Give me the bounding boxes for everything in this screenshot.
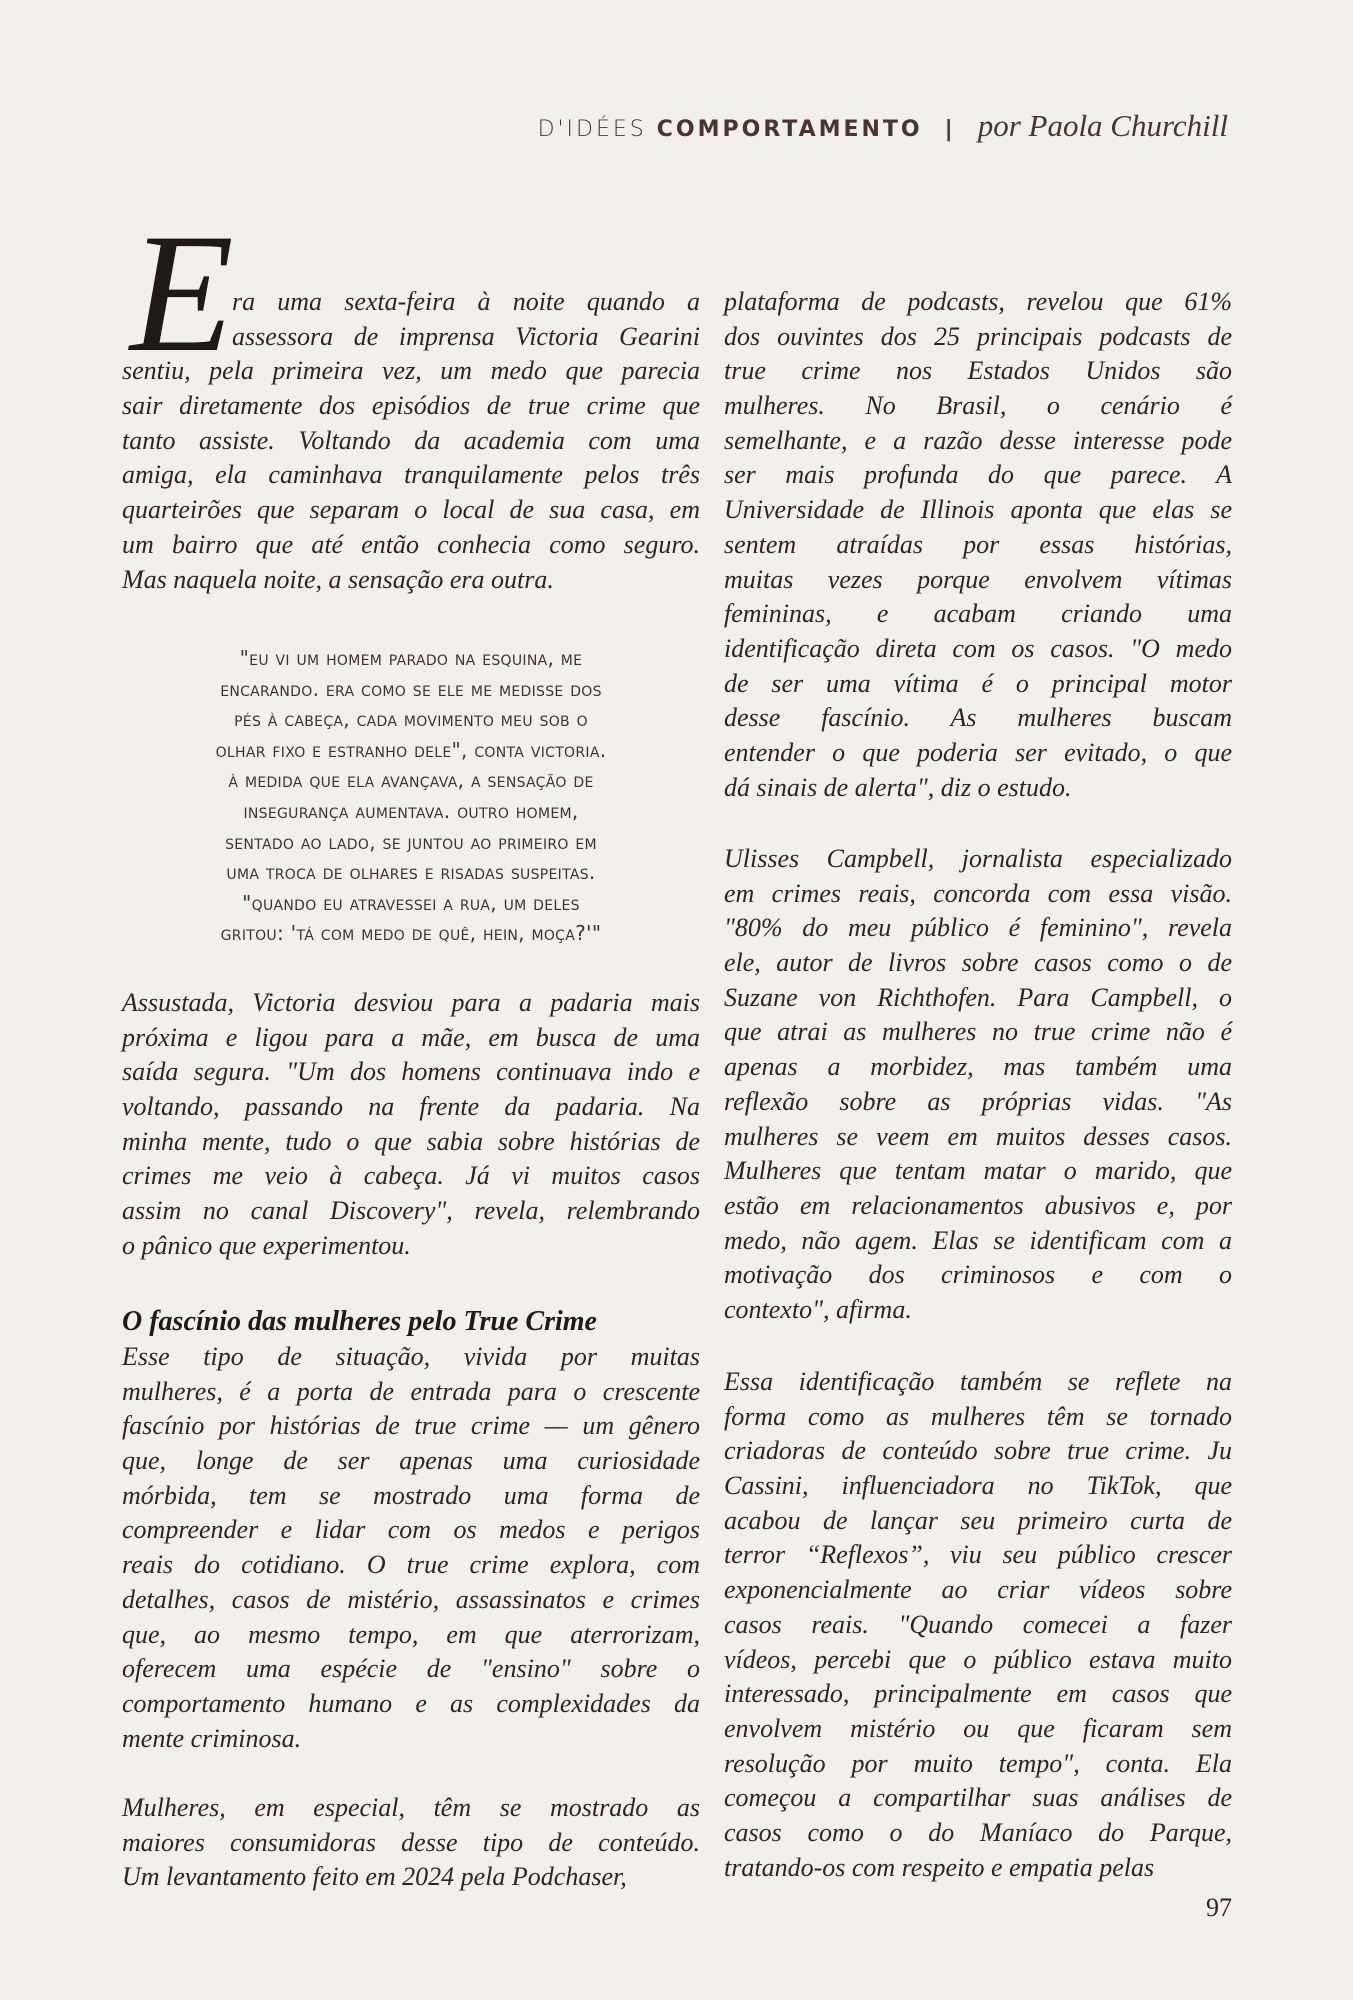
text-line: medo, não agem. Elas se identificam com a xyxy=(724,1225,1232,1255)
text-line: ele, autor de livros sobre casos como o de xyxy=(724,948,1232,978)
text-line: mulheres, é a porta de entrada para o crescente xyxy=(122,1376,700,1406)
paragraph-cassini xyxy=(724,1365,1232,1885)
text-line: minha mente, tudo o que sabia sobre histórias de xyxy=(122,1126,700,1156)
page-number: 97 xyxy=(1206,1893,1232,1922)
text-line: quarteirões que separam o local de sua casa, em xyxy=(122,495,700,525)
text-line: mórbida, tem se mostrado uma forma de xyxy=(122,1480,700,1510)
text-line: envolvem mistério ou que ficaram sem xyxy=(724,1713,1232,1743)
section-heading: O fascínio das mulheres pelo True Crime xyxy=(122,1306,597,1337)
paragraph-fascinio xyxy=(122,1340,700,1756)
page-header xyxy=(538,108,1228,144)
text-line: oferecem uma espécie de "ensino" sobre o xyxy=(122,1654,700,1684)
quote-line: gritou: 'tá com medo de quê, hein, moça?'" xyxy=(220,921,602,946)
text-line: fascínio por histórias de true crime — um gênero xyxy=(122,1411,700,1441)
text-line: contexto", afirma. xyxy=(724,1294,912,1324)
text-line: entender o que poderia ser evitado, o que xyxy=(724,737,1232,767)
text-line: tratando-os com respeito e empatia pelas xyxy=(724,1852,1155,1882)
drop-cap: E xyxy=(130,199,234,387)
text-line: Universidade de Illinois aponta que elas se xyxy=(724,495,1232,525)
magazine-section: D'IDÉES xyxy=(537,117,647,142)
text-line: femininas, e acabam criando uma xyxy=(724,599,1232,629)
text-line: Cassini, influenciadora no TikTok, que xyxy=(724,1471,1232,1501)
text-line: dos ouvintes dos 25 principais podcasts de xyxy=(724,321,1232,351)
text-line: próxima e ligou para a mãe, em busca de uma xyxy=(122,1022,700,1052)
text-line: que, longe de ser apenas uma curiosidade xyxy=(122,1446,700,1476)
text-line: resolução por muito tempo", conta. Ela xyxy=(724,1748,1232,1778)
text-line: semelhante, e a razão desse interesse pode xyxy=(724,425,1232,455)
text-line: interessado, principalmente em casos que xyxy=(724,1679,1232,1709)
quote-line: à medida que ela avançava, a sensação de xyxy=(228,768,594,793)
text-line: Mas naquela noite, a sensação era outra. xyxy=(122,564,554,594)
quote-line: encarando. era como se ele me medisse dos xyxy=(220,676,602,701)
text-line: acabou de lançar seu primeiro curta de xyxy=(724,1505,1232,1535)
text-line: comportamento humano e as complexidades da xyxy=(122,1688,700,1718)
text-line: ser mais profunda do que parece. A xyxy=(724,460,1232,490)
text-line: começou a compartilhar suas análises de xyxy=(724,1783,1232,1813)
text-line: ra uma sexta-feira à noite quando a xyxy=(232,287,700,316)
text-line: em crimes reais, concorda com essa visão. xyxy=(724,878,1232,908)
text-line: vídeos, percebi que o público estava muito xyxy=(724,1644,1232,1674)
text-line: assessora de imprensa Victoria Gearini xyxy=(232,321,700,351)
text-line: saída segura. "Um dos homens continuava indo e xyxy=(122,1057,700,1087)
text-line: Ulisses Campbell, jornalista especializado xyxy=(724,844,1232,873)
paragraph-podchaser xyxy=(724,285,1232,805)
text-line: de ser uma vítima é o principal motor xyxy=(724,668,1232,698)
quote-line: uma troca de olhares e risadas suspeitas. xyxy=(226,860,596,885)
text-line: Essa identificação também se reflete na xyxy=(724,1367,1232,1396)
text-line: Mulheres, em especial, têm se mostrado as xyxy=(122,1793,700,1822)
text-line: que, ao mesmo tempo, em que aterrorizam, xyxy=(122,1619,700,1649)
text-line: mulheres. No Brasil, o cenário é xyxy=(724,391,1232,421)
text-line: Assustada, Victoria desviou para a padaria mais xyxy=(122,988,700,1017)
text-line: exponencialmente ao criar vídeos sobre xyxy=(724,1575,1232,1605)
text-line: muitas vezes porque envolvem vítimas xyxy=(724,564,1232,594)
text-line: tanto assiste. Voltando da academia com uma xyxy=(122,425,700,455)
text-line: voltando, passando na frente da padaria. Na xyxy=(122,1092,700,1122)
text-line: plataforma de podcasts, revelou que 61% xyxy=(724,287,1232,316)
text-line: detalhes, casos de mistério, assassinatos e crimes xyxy=(122,1584,700,1614)
author-byline: por Paola Churchill xyxy=(977,108,1228,143)
quote-line: pés à cabeça, cada movimento meu sob o xyxy=(234,707,588,732)
text-line: sentiu, pela primeira vez, um medo que parecia xyxy=(122,356,700,386)
header-separator: | xyxy=(944,117,956,142)
paragraph-padaria xyxy=(122,986,700,1264)
text-line: dá sinais de alerta", diz o estudo. xyxy=(724,772,1072,802)
text-line: mulheres se veem em muitos desses casos. xyxy=(724,1121,1232,1151)
paragraph-intro xyxy=(122,285,700,597)
text-line: Suzane von Richthofen. Para Campbell, o xyxy=(724,982,1232,1012)
text-line: Esse tipo de situação, vivida por muitas xyxy=(122,1342,700,1371)
text-line: estão em relacionamentos abusivos e, por xyxy=(724,1190,1232,1220)
quote-line: "quando eu atravessei a rua, um deles xyxy=(242,890,580,915)
text-line: mente criminosa. xyxy=(122,1723,302,1753)
text-line: motivação dos criminosos e com o xyxy=(724,1260,1232,1290)
text-line: forma como as mulheres têm se tornado xyxy=(724,1401,1232,1431)
text-line: "80% do meu público é feminino", revela xyxy=(724,913,1232,943)
quote-line: insegurança aumentava. outro homem, xyxy=(243,798,579,823)
category-label: COMPORTAMENTO xyxy=(656,117,923,142)
text-line: assim no canal Discovery", revela, relembrando xyxy=(122,1196,700,1226)
text-line: casos reais. "Quando comecei a fazer xyxy=(724,1609,1232,1639)
text-line: true crime nos Estados Unidos são xyxy=(724,356,1232,386)
quote-line: olhar fixo e estranho dele", conta victoria. xyxy=(215,737,607,762)
text-line: criadoras de conteúdo sobre true crime. Ju xyxy=(724,1436,1232,1466)
text-line: desse fascínio. As mulheres buscam xyxy=(724,703,1232,733)
paragraph-campbell xyxy=(724,842,1232,1328)
text-line: identificação direta com os casos. "O medo xyxy=(724,633,1232,663)
text-line: casos como o do Maníaco do Parque, xyxy=(724,1817,1232,1847)
text-line: maiores consumidoras desse tipo de conteúdo. xyxy=(122,1827,700,1857)
text-line: reais do cotidiano. O true crime explora, com xyxy=(122,1550,700,1580)
text-line: um bairro que até então conhecia como seguro. xyxy=(122,529,700,559)
text-line: o pânico que experimentou. xyxy=(122,1230,411,1260)
text-line: sair diretamente dos episódios de true crime que xyxy=(122,391,700,421)
text-line: reflexão sobre as próprias vidas. "As xyxy=(724,1086,1232,1116)
quote-line: sentado ao lado, se juntou ao primeiro em xyxy=(225,829,597,854)
paragraph-mulheres xyxy=(122,1791,700,1895)
text-line: sentem atraídas por essas histórias, xyxy=(724,529,1232,559)
text-line: compreender e lidar com os medos e perigos xyxy=(122,1515,700,1545)
text-line: Mulheres que tentam matar o marido, que xyxy=(724,1156,1232,1186)
text-line: crimes me veio à cabeça. Já vi muitos casos xyxy=(122,1161,700,1191)
pull-quote xyxy=(140,643,682,949)
text-line: apenas a morbidez, mas também uma xyxy=(724,1052,1232,1082)
quote-line: "eu vi um homem parado na esquina, me xyxy=(239,646,583,670)
text-line: terror “Reflexos”, viu seu público crescer xyxy=(724,1540,1232,1570)
text-line: que atrai as mulheres no true crime não é xyxy=(724,1017,1232,1047)
text-line: Um levantamento feito em 2024 pela Podchaser, xyxy=(122,1862,627,1892)
text-line: amiga, ela caminhava tranquilamente pelos três xyxy=(122,460,700,490)
